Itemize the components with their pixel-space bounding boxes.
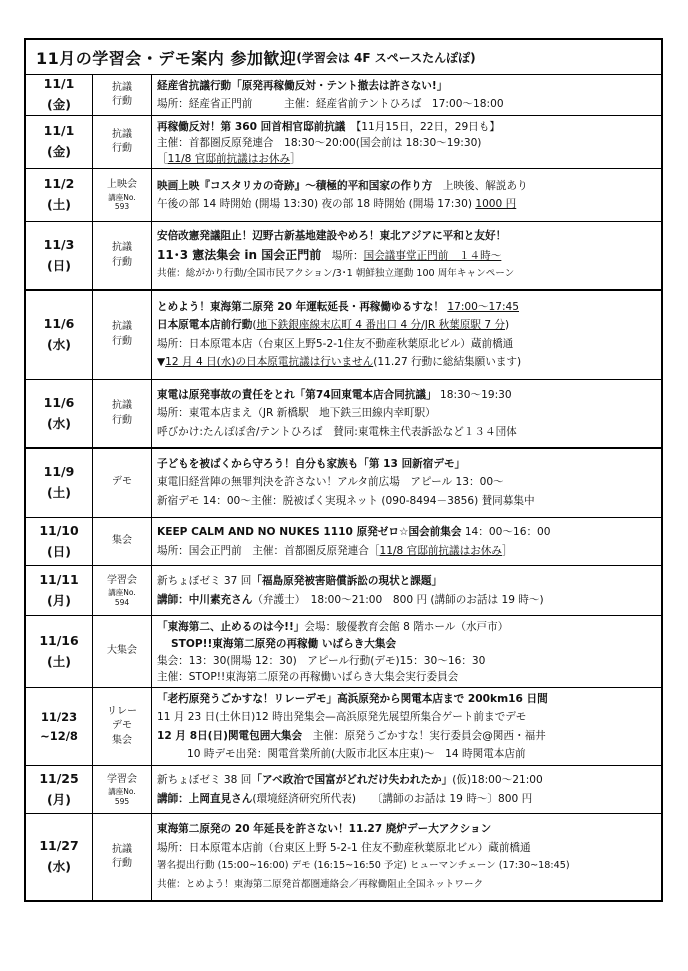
event-date-cell [26,566,93,615]
detail-text: (11.27 行動に総結集願います) [373,356,522,368]
detail-text: 新宿デモ 14：00～主催：脱被ばく実現ネット (090-8494－3856) 賛同募集中 [157,494,535,507]
event-weekday: (日) [47,543,71,559]
detail-text: 再稼働反対！第 360 回首相官邸前抗議 [157,121,346,133]
event-type-cell [93,766,152,813]
event-detail-line [157,316,661,335]
event-detail-line [157,820,661,839]
event-date: 11/11 [39,571,79,587]
detail-text: 18:30～19:30 [436,388,512,401]
detail-text: 14：00～16：00 [461,526,551,538]
event-detail-line [157,134,661,150]
event-date-cell [26,814,93,900]
event-detail-line [157,404,661,423]
detail-text: 主催：首都圏反原発連合 18:30～20:00(国会前は 18:30～19:30) [157,137,482,149]
event-type-label: 学習会 [107,574,137,586]
event-detail-line [157,386,661,405]
event-date: 11/25 [39,770,79,786]
event-detail-line [157,118,661,134]
event-weekday: ~12/8 [40,728,78,743]
event-type-cell [93,566,152,615]
event-details-cell [152,75,661,115]
event-type-label: 集会 [112,734,132,746]
event-detail-line [157,95,661,113]
event-type-label: 抗議 [112,843,132,855]
table-row [26,616,661,688]
detail-text: ) [505,319,510,331]
detail-text: 東電旧経営陣の無罪判決を許さない！アルタ前広場 アピール 13：00～ [157,476,504,489]
event-detail-line [157,591,661,610]
event-details-cell [152,116,661,168]
event-detail-line [157,265,661,284]
event-detail-line [157,523,661,542]
event-type-label: デモ [112,476,132,488]
detail-text: 12 月 4 日(水)の日本原電抗議は行いません [165,356,374,368]
lecture-number: 593 [114,202,130,212]
schedule-table [24,38,663,902]
event-weekday: (金) [47,144,71,159]
event-weekday: (日) [47,257,71,273]
detail-text: 主催：STOP!!東海第二原発の再稼働いばらき大集会実行委員会 [157,671,459,684]
event-detail-line [157,857,661,876]
detail-text: 10 時デモ出発：関電営業所前(大阪市北区本庄東)～ 14 時関電本店前 [187,747,526,760]
event-details-cell [152,518,661,565]
event-detail-line [157,77,661,95]
event-detail-line [157,298,661,317]
detail-text: 「東海第二、止めるのは今!!」 [157,621,305,633]
event-type-label: 行動 [112,143,132,154]
event-date: 11/1 [43,76,75,92]
event-detail-line [157,727,661,745]
event-detail-line [157,652,661,669]
event-detail-line [157,618,661,635]
detail-text: 11 月 23 日(土休日)12 時出発集会—高浜原発先展望所集合ゲート前までデモ [157,711,527,724]
event-type-cell [93,290,152,379]
event-type-label: 集会 [112,535,132,547]
detail-text: 場所： [321,249,364,262]
event-date: 11/27 [39,838,79,854]
detail-text: STOP!!東海第二原発の再稼働 いばらき大集会 [171,637,397,650]
event-details-cell [152,169,661,221]
detail-text: KEEP CALM AND NO NUKES 1110 原発ゼロ☆国会前集会 [157,526,462,538]
event-detail-line [157,473,661,492]
table-row [26,688,661,766]
table-row [26,75,661,116]
lecture-number: 595 [114,796,130,806]
page-title: 11月の学習会・デモ案内 参加歓迎 [36,48,297,68]
detail-text: 東海第二原発の 20 年延長を許さない！11.27 廃炉デー大アクション [157,823,492,835]
event-detail-line [157,668,661,685]
detail-text: とめよう！東海第二原発 20 年運転延長・再稼働ゆるすな！ [157,300,444,313]
detail-text: 午後の部 14 時開始 (開場 13:30) 夜の部 18 時開始 (開場 17:30) [157,198,476,210]
event-date-cell [26,518,93,565]
event-weekday: (水) [47,859,71,874]
table-body [26,75,661,900]
table-row [26,448,661,518]
detail-text: 「老朽原発うごかすな！リレーデモ」高浜原発から関電本店まで 200km16 日間 [157,693,548,705]
event-date: 11/9 [43,463,75,479]
event-details-cell [152,290,661,379]
table-row [26,566,661,616]
event-date: 11/16 [39,632,79,648]
lecture-number: 講座No. [108,192,136,202]
event-date: 11/3 [43,236,75,252]
event-date: 11/6 [43,315,75,331]
detail-text: (仮)18:00～21:00 [452,774,543,786]
event-detail-line [157,423,661,442]
event-detail-line [157,708,661,726]
event-type-label: リレー [107,705,137,717]
event-detail-line [157,771,661,790]
detail-text: 地下鉄銀座線末広町 4 番出口 4 分/JR 秋葉原駅 7 分 [256,319,506,331]
event-date: 11/1 [43,123,75,139]
event-detail-line [157,335,661,354]
detail-text: 主催：原発うごかすな！実行委員会@関西・福井 [302,729,546,742]
event-type-label: 抗議 [112,81,132,93]
event-type-label: 行動 [112,414,132,426]
detail-text: (環境経済研究所代表) 〔講師のお話は 19 時～〕800 円 [252,792,533,805]
detail-text: 共催：総がかり行動/全国市民アクション/3･1 朝鮮独立運動 100 周年キャンペーン [157,268,515,280]
event-weekday: (土) [47,197,71,212]
table-row [26,169,661,222]
event-details-cell [152,814,661,900]
event-type-cell [93,116,152,168]
event-detail-line [157,542,661,561]
detail-text: 呼びかけ:たんぽぽ舎/テントひろば 賛同:東電株主代表訴訟など１３４団体 [157,425,517,438]
lecture-number: 講座No. [108,588,136,598]
detail-text: （弁護士） 18:00～21:00 800 円 (講師のお話は 19 時～) [252,593,544,606]
event-date: 11/10 [39,522,79,538]
detail-text: 安倍改憲発議阻止！辺野古新基地建設やめろ！東北アジアに平和と友好！ [157,230,507,243]
event-detail-line [157,177,661,196]
detail-text: ］ [290,153,301,165]
detail-text: 場所：国会正門前 主催：首都圏反原発連合［ [157,544,380,557]
detail-text: ▼ [157,356,166,368]
event-detail-line [157,492,661,511]
detail-text: 経産省抗議行動「原発再稼働反対・テント撤去は許さない!」 [157,80,448,92]
table-row [26,814,661,900]
detail-text: 会場：駿優教育会館 8 階ホール（水戸市） [304,621,509,633]
detail-text: 17:00～17:45 [447,300,519,313]
event-date: 11/23 [40,709,78,724]
table-header [26,40,661,75]
event-type-cell [93,448,152,517]
detail-text: 場所：東電本店まえ（JR 新橋駅 地下鉄三田線内幸町駅） [157,407,436,420]
table-row [26,380,661,448]
detail-text: 11/8 官邸前抗議はお休み [379,544,502,557]
event-type-cell [93,814,152,900]
detail-text: 日本原電本店前行動 [157,319,253,331]
detail-text: 講師：中川素充さん [157,593,253,606]
event-date-cell [26,448,93,517]
event-date-cell [26,75,93,115]
event-details-cell [152,566,661,615]
event-date-cell [26,616,93,687]
event-detail-line [157,455,661,474]
detail-text: 映画上映『コスタリカの奇跡』～積極的平和国家の作り方 [157,179,433,192]
event-type-label: 抗議 [112,400,132,411]
table-row [26,222,661,290]
event-date-cell [26,290,93,379]
event-details-cell [152,616,661,687]
event-type-cell [93,688,152,765]
table-row [26,518,661,566]
event-date: 11/6 [43,394,75,410]
event-detail-line [157,246,661,266]
event-weekday: (金) [47,97,71,112]
detail-text: 講師：上岡直見さん [157,792,253,805]
event-detail-line [157,876,661,895]
detail-text: 「福島原発被害賠償訴訟の現状と課題」 [251,575,443,587]
event-details-cell [152,222,661,289]
event-type-label: 上映会 [107,179,137,191]
detail-text: 場所：日本原電本店前（台東区上野 5-2-1 住友不動産秋葉原北ビル）蔵前橋通 [157,841,531,854]
detail-text: 東電は原発事故の責任をとれ「第74回東電本店合同抗議」 [157,388,437,401]
detail-text: 国会議事堂正門前 １４時～ [363,249,502,262]
event-weekday: (水) [47,415,71,431]
event-details-cell [152,380,661,447]
detail-text: 集会：13：30(開場 12：30) アピール行動(デモ)15：30～16：30 [157,654,486,667]
event-detail-line [157,227,661,246]
detail-text: ］ [501,544,513,557]
event-detail-line [157,790,661,809]
event-type-label: 抗議 [112,128,132,140]
table-row [26,766,661,814]
event-detail-line [157,353,661,372]
event-type-label: 学習会 [107,773,137,785]
event-type-cell [93,616,152,687]
event-date-cell [26,380,93,447]
event-detail-line [157,195,661,214]
table-row [26,116,661,169]
detail-text: 1000 円 [475,198,517,210]
event-details-cell [152,448,661,517]
event-date-cell [26,688,93,765]
event-type-label: 抗議 [112,242,132,253]
event-detail-line [157,690,661,708]
event-type-cell [93,75,152,115]
detail-text: 12 月 8日(日)関電包囲大集会 [157,729,303,742]
event-type-label: 行動 [112,96,132,107]
page-subtitle: (学習会は 4F スペースたんぽぽ) [296,50,476,65]
event-type-cell [93,169,152,221]
event-type-label: 行動 [112,858,132,869]
event-type-cell [93,518,152,565]
event-date: 11/2 [43,176,75,192]
detail-text: 子どもを被ばくから守ろう！自分も家族も「第 13 回新宿デモ」 [157,457,466,470]
event-type-cell [93,380,152,447]
event-details-cell [152,766,661,813]
detail-text: 署名提出行動 (15:00~16:00) デモ (16:15~16:50 予定) ヒューマンチェーン (17:30~18:45) [157,860,570,871]
lecture-number: 594 [114,597,130,607]
event-weekday: (土) [47,484,71,500]
detail-text: 上映後、解説あり [432,179,528,192]
detail-text: 11･3 憲法集会 in 国会正門前 [157,247,322,262]
event-date-cell [26,116,93,168]
lecture-number: 講座No. [108,787,136,797]
event-detail-line [157,572,661,591]
detail-text: 「アベ政治で国富がどれだけ失われたか」 [251,774,453,786]
event-type-label: デモ [112,720,132,732]
event-date-cell [26,169,93,221]
event-weekday: (月) [47,592,71,608]
event-type-cell [93,222,152,289]
event-detail-line [157,745,661,763]
detail-text: 共催：とめよう！東海第二原発首都圏連絡会／再稼働阻止全国ネットワーク [157,878,484,890]
event-weekday: (土) [47,653,71,669]
detail-text: 新ちょぼゼミ 38 回 [157,774,252,786]
event-type-label: 大集会 [107,645,137,657]
event-type-label: 抗議 [112,321,132,332]
event-type-label: 行動 [112,335,132,347]
event-weekday: (月) [47,791,71,807]
event-type-label: 行動 [112,256,132,268]
detail-text: ( [252,319,257,331]
event-detail-line [157,635,661,652]
event-date-cell [26,222,93,289]
detail-text: 新ちょぼゼミ 37 回 [157,575,252,587]
detail-text: 【11月15日，22日，29日も】 [345,121,500,133]
table-row [26,290,661,380]
detail-text: ［ [157,153,168,165]
event-date-cell [26,766,93,813]
event-weekday: (水) [47,336,71,352]
event-details-cell [152,688,661,765]
detail-text: 場所：経産省正門前 主催：経産省前テントひろば 17:00～18:00 [157,98,504,110]
detail-text: 11/8 官邸前抗議はお休み [167,153,291,165]
event-detail-line [157,839,661,858]
detail-text: 場所：日本原電本店（台東区上野5-2-1住友不動産秋葉原北ビル）蔵前橋通 [157,337,514,350]
event-detail-line [157,150,661,166]
